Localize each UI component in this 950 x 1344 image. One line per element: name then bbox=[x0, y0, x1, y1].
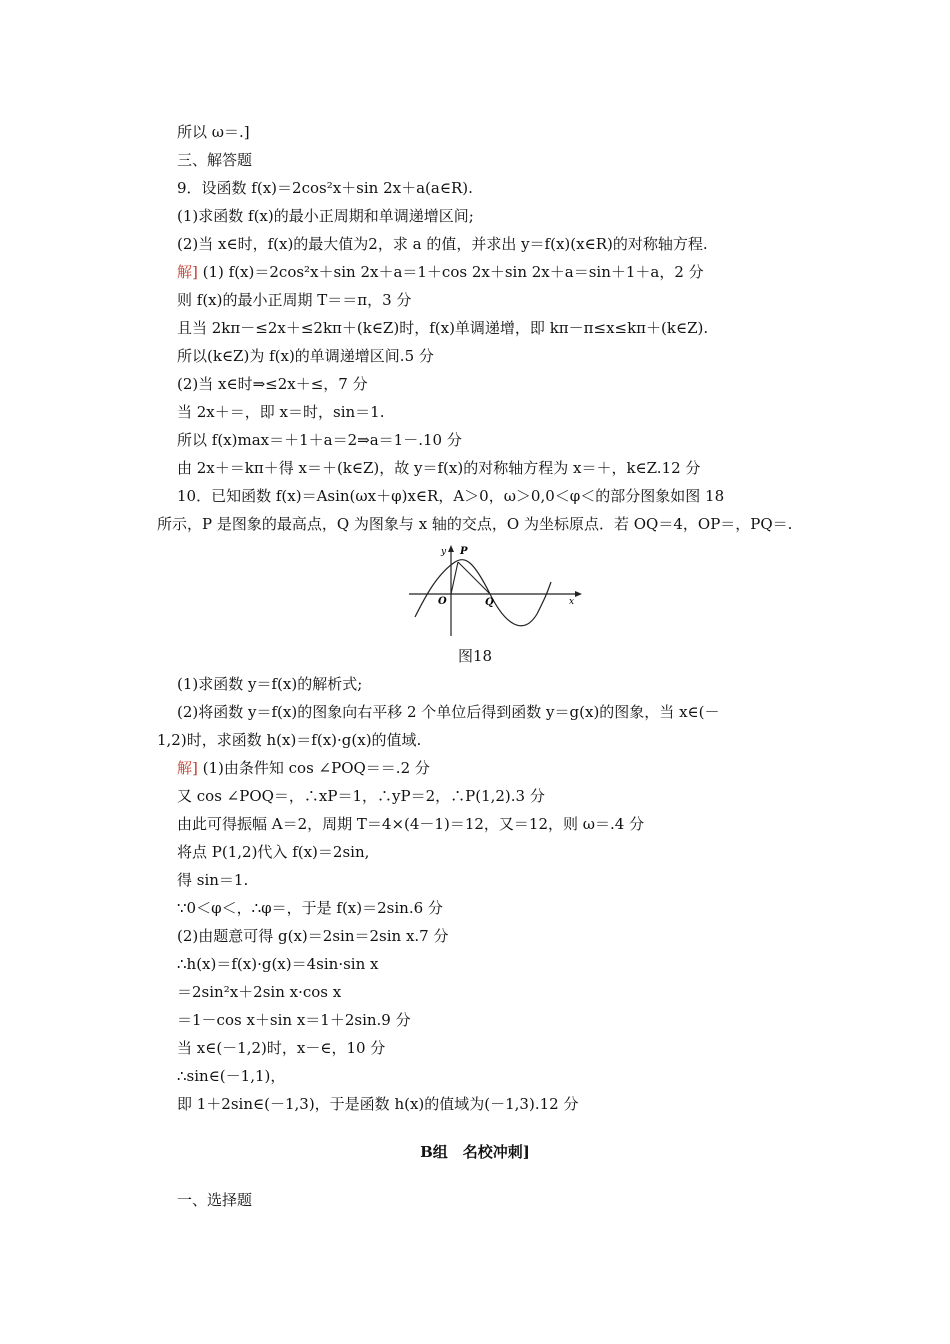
text-line: 当 x∈(－1,2)时，x－∈，10 分 bbox=[177, 1039, 386, 1057]
y-axis-arrow bbox=[448, 545, 454, 552]
y-axis-label: y bbox=[441, 547, 447, 557]
text-line: 且当 2kπ－≤2x＋≤2kπ＋(k∈Z)时，f(x)单调递增，即 kπ－π≤x≤kπ＋(k∈Z). bbox=[177, 319, 709, 337]
text-line: 将点 P(1,2)代入 f(x)＝2sin, bbox=[177, 843, 370, 861]
x-axis-arrow bbox=[575, 591, 582, 597]
solution-marker: 解] bbox=[177, 759, 198, 777]
text-line: 由 2x＋＝kπ＋得 x＝＋(k∈Z)，故 y＝f(x)的对称轴方程为 x＝＋，k∈Z.12 分 bbox=[177, 459, 701, 477]
segment-op bbox=[451, 562, 458, 594]
text-line: (1)求函数 y＝f(x)的解析式; bbox=[177, 675, 363, 693]
text-line: (2)当 x∈时⇒≤2x＋≤，7 分 bbox=[177, 375, 368, 393]
text-line: 又 cos ∠POQ＝，∴xP＝1，∴yP＝2，∴P(1,2).3 分 bbox=[177, 787, 545, 805]
solution-line bbox=[177, 758, 430, 778]
text-line: (2)当 x∈时，f(x)的最大值为2，求 a 的值，并求出 y＝f(x)(x∈R)的对称轴方程. bbox=[177, 235, 708, 253]
solution-text: (1)由条件知 cos ∠POQ＝＝.2 分 bbox=[202, 759, 430, 777]
figure-caption: 图18 bbox=[457, 647, 493, 665]
text-line: ∴h(x)＝f(x)·g(x)＝4sin·sin x bbox=[177, 955, 379, 973]
problem-9: 9．设函数 f(x)＝2cos²x＋sin 2x＋a(a∈R). bbox=[177, 179, 473, 197]
text-line: (1)求函数 f(x)的最小正周期和单调递增区间; bbox=[177, 207, 474, 225]
text-line: 所示，P 是图象的最高点，Q 为图象与 x 轴的交点，O 为坐标原点．若 OQ＝4，OP＝，PQ＝. bbox=[157, 515, 793, 533]
problem-10: 10．已知函数 f(x)＝Asin(ωx＋φ)x∈R，A＞0，ω＞0,0＜φ＜的部分图象如图 18 bbox=[177, 487, 725, 505]
text-line: 由此可得振幅 A＝2，周期 T＝4×(4－1)＝12，又＝12，则 ω＝.4 分 bbox=[177, 815, 645, 833]
text-line: 所以(k∈Z)为 f(x)的单调递增区间.5 分 bbox=[177, 347, 434, 365]
function-graph-figure bbox=[405, 542, 585, 638]
text-line: ＝1－cos x＋sin x＝1＋2sin.9 分 bbox=[177, 1011, 411, 1029]
solution-line bbox=[177, 262, 704, 282]
section-title: B组 名校冲刺] bbox=[420, 1143, 530, 1161]
text-line: 所以 f(x)max＝＋1＋a＝2⇒a＝1－.10 分 bbox=[177, 431, 462, 449]
text-line: ＝2sin²x＋2sin x·cos x bbox=[177, 983, 342, 1001]
point-q-label: Q bbox=[485, 597, 494, 608]
text-line: 1,2)时，求函数 h(x)＝f(x)·g(x)的值域. bbox=[157, 731, 422, 749]
solution-text: (1) f(x)＝2cos²x＋sin 2x＋a＝1＋cos 2x＋sin 2x＋a＝sin＋1＋a，2 分 bbox=[202, 263, 704, 281]
section-heading: 三、解答题 bbox=[177, 151, 253, 169]
x-axis-label: x bbox=[569, 597, 575, 607]
text-line: 得 sin＝1. bbox=[177, 871, 249, 889]
text-line: (2)由题意可得 g(x)＝2sin＝2sin x.7 分 bbox=[177, 927, 449, 945]
origin-label: O bbox=[438, 596, 447, 607]
text-line: (2)将函数 y＝f(x)的图象向右平移 2 个单位后得到函数 y＝g(x)的图象，当 x∈(－ bbox=[177, 703, 720, 721]
section-heading: 一、选择题 bbox=[177, 1191, 253, 1209]
text-line: ∴sin∈(－1,1)， bbox=[177, 1067, 286, 1085]
text-line: 当 2x＋＝，即 x＝时，sin＝1. bbox=[177, 403, 385, 421]
point-p-label: P bbox=[460, 546, 468, 557]
sine-curve bbox=[415, 560, 551, 626]
text-line: 则 f(x)的最小正周期 T＝＝π，3 分 bbox=[177, 291, 412, 309]
text-line: ∵0＜φ＜，∴φ＝，于是 f(x)＝2sin.6 分 bbox=[177, 899, 443, 917]
text-line: 即 1＋2sin∈(－1,3)，于是函数 h(x)的值域为(－1,3).12 分 bbox=[177, 1095, 579, 1113]
text-line: 所以 ω＝.] bbox=[177, 123, 250, 141]
solution-marker: 解] bbox=[177, 263, 198, 281]
